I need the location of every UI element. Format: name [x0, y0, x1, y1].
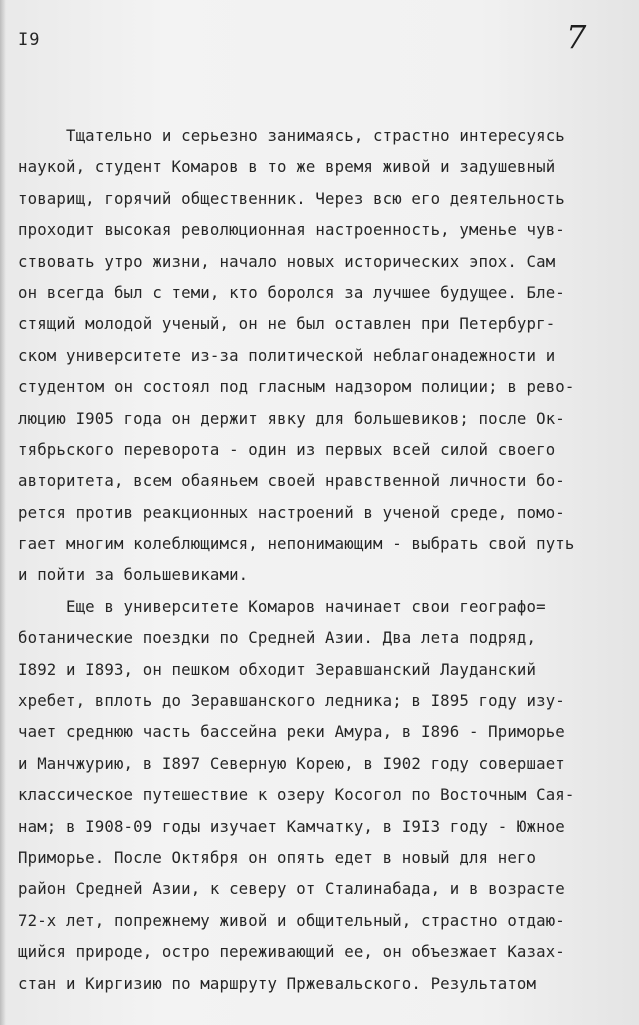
- text-line: рется против реакционных настроений в ученой среде, помо-: [18, 502, 565, 522]
- text-line: Приморье. После Октября он опять едет в новый для него: [18, 847, 537, 867]
- text-line: проходит высокая революционная настроенность, уменье чув-: [18, 220, 565, 240]
- text-line: стан и Киргизию по маршруту Пржевальского. Результатом: [18, 973, 537, 993]
- text-line: район Средней Азии, к северу от Сталинабада, и в возрасте: [18, 879, 565, 899]
- text-line: авторитета, всем обаяньем своей нравственной личности бо-: [18, 471, 565, 491]
- text-line: классическое путешествие к озеру Косогол по Восточным Сая-: [18, 785, 575, 805]
- text-line: 72-х лет, попрежнему живой и общительный, страстно отдаю-: [18, 910, 565, 930]
- text-line: товарищ, горячий общественник. Через всю его деятельность: [18, 188, 565, 208]
- text-line: и Манчжурию, в I897 Северную Корею, в I902 году совершает: [18, 753, 565, 773]
- handwritten-page-number: 7: [566, 18, 587, 56]
- text-line: щийся природе, остро переживающий ее, он объезжает Казах-: [18, 942, 565, 962]
- text-line: и пойти за большевиками.: [18, 565, 249, 585]
- text-line: тябрьского переворота - один из первых всей силой своего: [18, 439, 556, 459]
- text-line: гает многим колеблющимся, непонимающим - выбрать свой путь: [18, 534, 575, 554]
- text-line: нам; в I908-09 годы изучает Камчатку, в I9I3 году - Южное: [18, 816, 565, 836]
- text-line: хребет, вплоть до Зеравшанского ледника; в I895 году изу-: [18, 691, 565, 711]
- text-line: стящий молодой ученый, он не был оставлен при Петербург-: [18, 314, 556, 334]
- text-line: ботанические поездки по Средней Азии. Два лета подряд,: [18, 628, 537, 648]
- text-line: студентом он состоял под гласным надзором полиции; в рево-: [18, 377, 575, 397]
- text-line: I892 и I893, он пешком обходит Зеравшанский Лауданский: [18, 659, 537, 679]
- text-line: чает среднюю часть бассейна реки Амура, в I896 - Приморье: [18, 722, 565, 742]
- scan-edge-shadow: [0, 0, 6, 1025]
- text-line: ствовать утро жизни, начало новых исторических эпох. Сам: [18, 251, 556, 271]
- typewritten-text-body: [18, 120, 636, 999]
- text-line: Еще в университете Комаров начинает свои географо=: [18, 596, 546, 616]
- text-line: Тщательно и серьезно занимаясь, страстно интересуясь: [18, 126, 565, 145]
- text-line: наукой, студент Комаров в то же время живой и задушевный: [18, 157, 556, 177]
- text-line: люцию I905 года он держит явку для большевиков; после Ок-: [18, 408, 565, 428]
- page-number: I9: [18, 30, 41, 50]
- text-line: он всегда был с теми, кто боролся за лучшее будущее. Бле-: [18, 282, 565, 302]
- text-line: ском университете из-за политической неблагонадежности и: [18, 345, 556, 365]
